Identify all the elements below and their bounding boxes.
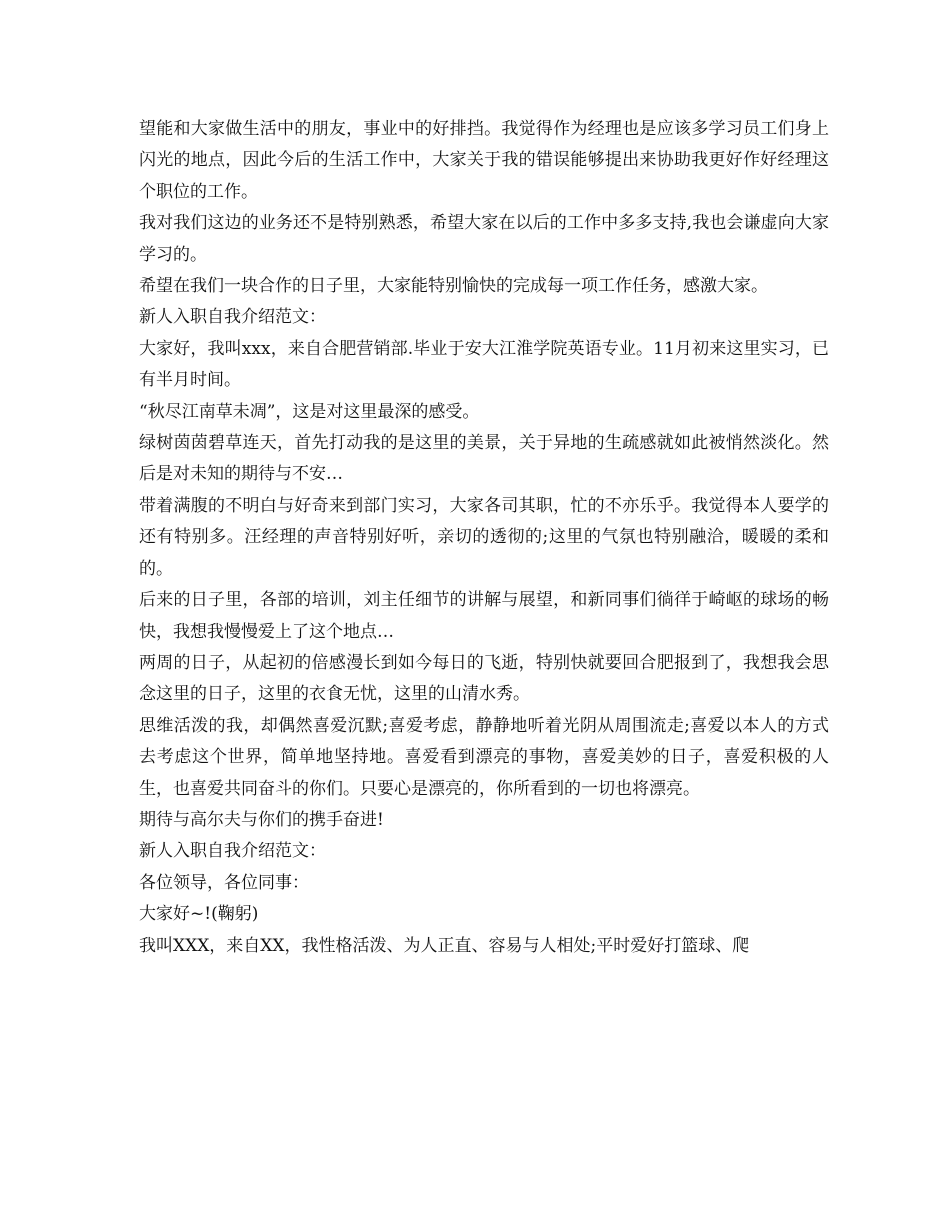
paragraph: 期待与高尔夫与你们的携手奋进! (139, 809, 384, 830)
paragraph: 思维活泼的我，却偶然喜爱沉默;喜爱考虑，静静地听着光阴从周围流走;喜爱以本人的方式去考虑这个世界，简单地坚持地。喜爱看到漂亮的事物，喜爱美妙的日子，喜爱积极的人生，也喜爱共同奋斗的你们。只要心是漂亮的，你所看到的一切也将漂亮。 (139, 715, 829, 799)
paragraph: 我叫XXX，来自XX，我性格活泼、为人正直、容易与人相处;平时爱好打篮球、爬 (139, 935, 750, 956)
document-body (139, 114, 829, 962)
paragraph: 大家好~!(鞠躬) (139, 904, 259, 925)
section-heading: 新人入职自我介绍范文： (139, 307, 326, 328)
section-heading: 新人入职自我介绍范文： (139, 841, 326, 862)
paragraph: 后来的日子里，各部的培训，刘主任细节的讲解与展望，和新同事们徜徉于崎岖的球场的畅快，我想我慢慢爱上了这个地点… (139, 590, 829, 642)
paragraph: 两周的日子，从起初的倍感漫长到如今每日的飞逝，特别快就要回合肥报到了，我想我会思念这里的日子，这里的衣食无忧，这里的山清水秀。 (139, 652, 829, 705)
paragraph: 望能和大家做生活中的朋友，事业中的好排挡。我觉得作为经理也是应该多学习员工们身上闪光的地点，因此今后的生活工作中，大家关于我的错误能够提出来协助我更好作好经理这个职位的工作。 (139, 119, 829, 202)
paragraph: 带着满腹的不明白与好奇来到部门实习，大家各司其职，忙的不亦乐乎。我觉得本人要学的还有特别多。汪经理的声音特别好听，亲切的透彻的;这里的气氛也特别融洽，暖暖的柔和的。 (139, 495, 829, 579)
paragraph: 希望在我们一块合作的日子里，大家能特别愉快的完成每一项工作任务，感激大家。 (139, 276, 768, 297)
paragraph: 绿树茵茵碧草连天，首先打动我的是这里的美景，关于异地的生疏感就如此被悄然淡化。然后是对未知的期待与不安… (139, 433, 829, 485)
paragraph: “秋尽江南草未凋”，这是对这里最深的感受。 (139, 401, 480, 422)
salutation: 各位领导，各位同事： (139, 872, 309, 893)
paragraph: 我对我们这边的业务还不是特别熟悉，希望大家在以后的工作中多多支持,我也会谦虚向大家学习的。 (139, 213, 829, 265)
paragraph: 大家好，我叫xxx，来自合肥营销部.毕业于安大江淮学院英语专业。11月初来这里实习，已有半月时间。 (139, 338, 829, 391)
